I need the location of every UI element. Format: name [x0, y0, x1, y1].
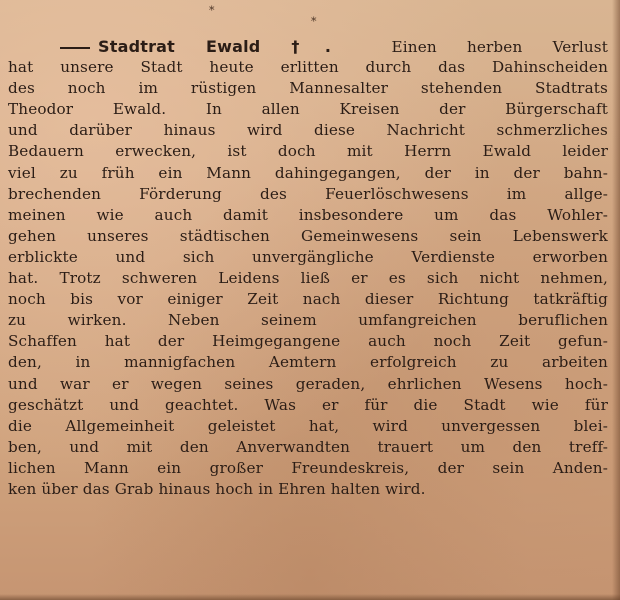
article-line: gehen unseres städtischen Gemeinwesens sein Lebenswerk — [8, 226, 608, 245]
article-line: geschätzt und geachtet. Was er für die Stadt wie für — [8, 395, 608, 414]
article-line: des noch im rüstigen Mannesalter stehenden Stadtrats — [8, 79, 608, 98]
article-line: hat unsere Stadt heute erlitten durch das Dahinscheiden — [8, 58, 608, 77]
paper-edge-right — [612, 0, 620, 600]
article-line-final: ken über das Grab hinaus hoch in Ehren halten wird. — [8, 479, 426, 498]
article-line: meinen wie auch damit insbesondere um das Wohler- — [8, 205, 608, 224]
article-line: Theodor Ewald. In allen Kreisen der Bürgerschaft — [8, 100, 608, 119]
article-line-1 — [8, 36, 608, 57]
article-line: brechenden Förderung des Feuerlöschwesens im allge- — [8, 184, 608, 203]
article-line: lichen Mann ein großer Freundeskreis, der sein Anden- — [8, 458, 608, 477]
article-line: zu wirken. Neben seinem umfangreichen beruflichen — [8, 311, 608, 330]
article-line: und darüber hinaus wird diese Nachricht schmerzliches — [8, 121, 608, 140]
article-line: Schaffen hat der Heimgegangene auch noch Zeit gefun- — [8, 332, 608, 351]
article-text: Einen herben Verlust — [391, 38, 608, 56]
article-line: hat. Trotz schweren Leidens ließ er es sich nicht nehmen, — [8, 269, 608, 288]
article-line: noch bis vor einiger Zeit nach dieser Richtung tatkräftig — [8, 290, 608, 309]
article-line: erblickte und sich unvergängliche Verdienste erworben — [8, 247, 608, 266]
article-line: ben, und mit den Anverwandten trauert um den treff- — [8, 437, 608, 456]
article-headline: Stadtrat Ewald †. — [98, 37, 332, 56]
article-line: und war er wegen seines geraden, ehrlichen Wesens hoch- — [8, 374, 608, 393]
article-line: die Allgemeinheit geleistet hat, wird unvergessen blei- — [8, 416, 608, 435]
article-line: Bedauern erwecken, ist doch mit Herrn Ewald leider — [8, 142, 608, 161]
article-line: viel zu früh ein Mann dahingegangen, der in der bahn- — [8, 163, 608, 182]
paper-edge-bottom — [0, 594, 620, 600]
separator-asterisk-left: * — [209, 4, 215, 17]
separator-asterisk-right: * — [311, 15, 317, 28]
obituary-article — [8, 36, 608, 500]
article-line: den, in mannigfachen Aemtern erfolgreich zu arbeiten — [8, 353, 608, 372]
lead-dash — [60, 47, 90, 49]
